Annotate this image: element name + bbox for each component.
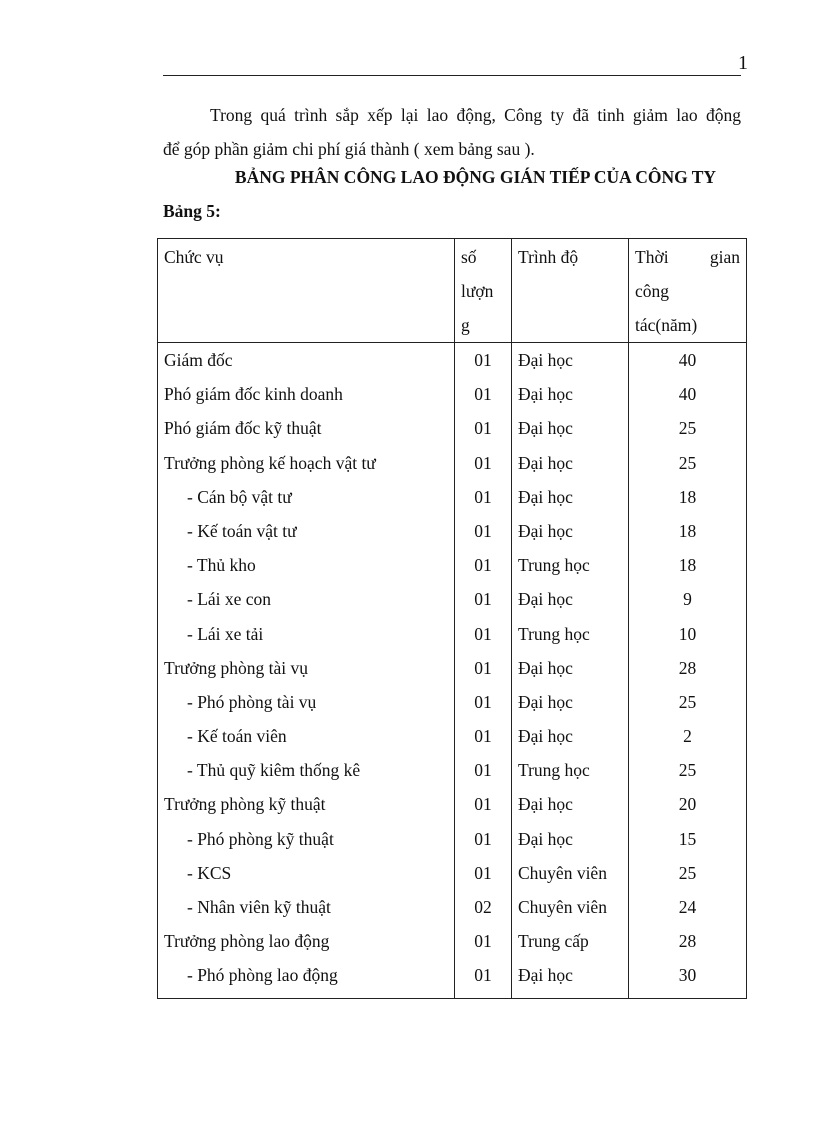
cell-years: 40 <box>629 343 747 378</box>
header-years <box>629 239 747 343</box>
cell-education: Đại học <box>512 480 629 514</box>
cell-position: - KCS <box>158 856 455 890</box>
table-row <box>158 514 747 548</box>
table-row <box>158 411 747 445</box>
cell-quantity: 01 <box>455 856 512 890</box>
intro-line-1: Trong quá trình sắp xếp lại lao động, Công ty đã tinh giảm lao động <box>210 105 741 125</box>
cell-education: Chuyên viên <box>512 856 629 890</box>
cell-years: 9 <box>629 582 747 616</box>
table-row <box>158 651 747 685</box>
table-row <box>158 377 747 411</box>
cell-quantity: 01 <box>455 514 512 548</box>
cell-education: Đại học <box>512 685 629 719</box>
table-row <box>158 890 747 924</box>
cell-quantity: 01 <box>455 651 512 685</box>
cell-education: Đại học <box>512 514 629 548</box>
header-years-line: tác(năm) <box>635 315 698 335</box>
cell-years: 15 <box>629 822 747 856</box>
cell-education: Đại học <box>512 411 629 445</box>
cell-position: - Lái xe con <box>158 582 455 616</box>
staff-table <box>157 238 747 999</box>
table-row <box>158 753 747 787</box>
table-row <box>158 446 747 480</box>
cell-position: - Lái xe tải <box>158 617 455 651</box>
cell-education: Đại học <box>512 446 629 480</box>
cell-years: 24 <box>629 890 747 924</box>
cell-education: Trung học <box>512 617 629 651</box>
header-years-line: công <box>635 281 670 301</box>
cell-position: - Kế toán viên <box>158 719 455 753</box>
cell-position: - Phó phòng lao động <box>158 958 455 999</box>
header-quantity-line: lượn <box>461 281 494 301</box>
cell-education: Đại học <box>512 582 629 616</box>
cell-quantity: 01 <box>455 446 512 480</box>
header-quantity <box>455 239 512 343</box>
cell-quantity: 01 <box>455 719 512 753</box>
cell-quantity: 01 <box>455 822 512 856</box>
table-row <box>158 548 747 582</box>
cell-quantity: 01 <box>455 548 512 582</box>
cell-position: - Cán bộ vật tư <box>158 480 455 514</box>
cell-quantity: 01 <box>455 685 512 719</box>
cell-years: 20 <box>629 787 747 821</box>
cell-position: - Thủ kho <box>158 548 455 582</box>
table-row <box>158 787 747 821</box>
table-row <box>158 582 747 616</box>
cell-education: Đại học <box>512 651 629 685</box>
table-row <box>158 719 747 753</box>
cell-education: Đại học <box>512 377 629 411</box>
cell-position: Trưởng phòng tài vụ <box>158 651 455 685</box>
cell-years: 25 <box>629 685 747 719</box>
cell-education: Đại học <box>512 822 629 856</box>
cell-position: Trưởng phòng lao động <box>158 924 455 958</box>
table-row <box>158 343 747 378</box>
cell-years: 30 <box>629 958 747 999</box>
table-row <box>158 856 747 890</box>
cell-education: Chuyên viên <box>512 890 629 924</box>
cell-position: - Kế toán vật tư <box>158 514 455 548</box>
header-years-line: Thời gian <box>635 247 740 267</box>
cell-quantity: 01 <box>455 377 512 411</box>
page-number: 1 <box>738 52 748 74</box>
table-caption: Bảng 5: <box>163 201 221 221</box>
cell-education: Đại học <box>512 958 629 999</box>
table-row <box>158 617 747 651</box>
cell-position: Trưởng phòng kế hoạch vật tư <box>158 446 455 480</box>
cell-years: 40 <box>629 377 747 411</box>
cell-position: Giám đốc <box>158 343 455 378</box>
cell-quantity: 01 <box>455 480 512 514</box>
cell-position: Trưởng phòng kỹ thuật <box>158 787 455 821</box>
table-row <box>158 822 747 856</box>
cell-years: 2 <box>629 719 747 753</box>
cell-position: - Nhân viên kỹ thuật <box>158 890 455 924</box>
cell-years: 18 <box>629 480 747 514</box>
cell-years: 18 <box>629 514 747 548</box>
cell-quantity: 01 <box>455 582 512 616</box>
header-rule <box>163 75 741 76</box>
cell-quantity: 01 <box>455 753 512 787</box>
cell-position: - Thủ quỹ kiêm thống kê <box>158 753 455 787</box>
table-row <box>158 480 747 514</box>
intro-paragraph <box>163 98 741 166</box>
table-body <box>158 343 747 999</box>
cell-education: Đại học <box>512 719 629 753</box>
cell-education: Trung học <box>512 548 629 582</box>
table-row <box>158 958 747 999</box>
header-position: Chức vụ <box>158 239 455 343</box>
header-education: Trình độ <box>512 239 629 343</box>
cell-quantity: 01 <box>455 343 512 378</box>
cell-position: Phó giám đốc kỹ thuật <box>158 411 455 445</box>
cell-position: - Phó phòng kỹ thuật <box>158 822 455 856</box>
cell-years: 25 <box>629 411 747 445</box>
cell-years: 25 <box>629 856 747 890</box>
cell-education: Đại học <box>512 343 629 378</box>
cell-quantity: 01 <box>455 617 512 651</box>
cell-quantity: 01 <box>455 958 512 999</box>
table-title: BẢNG PHÂN CÔNG LAO ĐỘNG GIÁN TIẾP CỦA CÔNG TY <box>234 167 717 187</box>
table-row <box>158 685 747 719</box>
cell-education: Trung cấp <box>512 924 629 958</box>
header-quantity-line: g <box>461 315 470 335</box>
cell-quantity: 01 <box>455 924 512 958</box>
cell-years: 18 <box>629 548 747 582</box>
cell-education: Trung học <box>512 753 629 787</box>
cell-years: 10 <box>629 617 747 651</box>
cell-quantity: 01 <box>455 411 512 445</box>
table-header-row <box>158 239 747 343</box>
cell-years: 28 <box>629 924 747 958</box>
cell-quantity: 01 <box>455 787 512 821</box>
cell-education: Đại học <box>512 787 629 821</box>
table-row <box>158 924 747 958</box>
cell-years: 25 <box>629 753 747 787</box>
intro-line-2: để góp phần giảm chi phí giá thành ( xem bảng sau ). <box>163 139 535 159</box>
cell-years: 28 <box>629 651 747 685</box>
cell-years: 25 <box>629 446 747 480</box>
cell-position: - Phó phòng tài vụ <box>158 685 455 719</box>
cell-position: Phó giám đốc kinh doanh <box>158 377 455 411</box>
cell-quantity: 02 <box>455 890 512 924</box>
header-quantity-line: số <box>461 247 477 267</box>
